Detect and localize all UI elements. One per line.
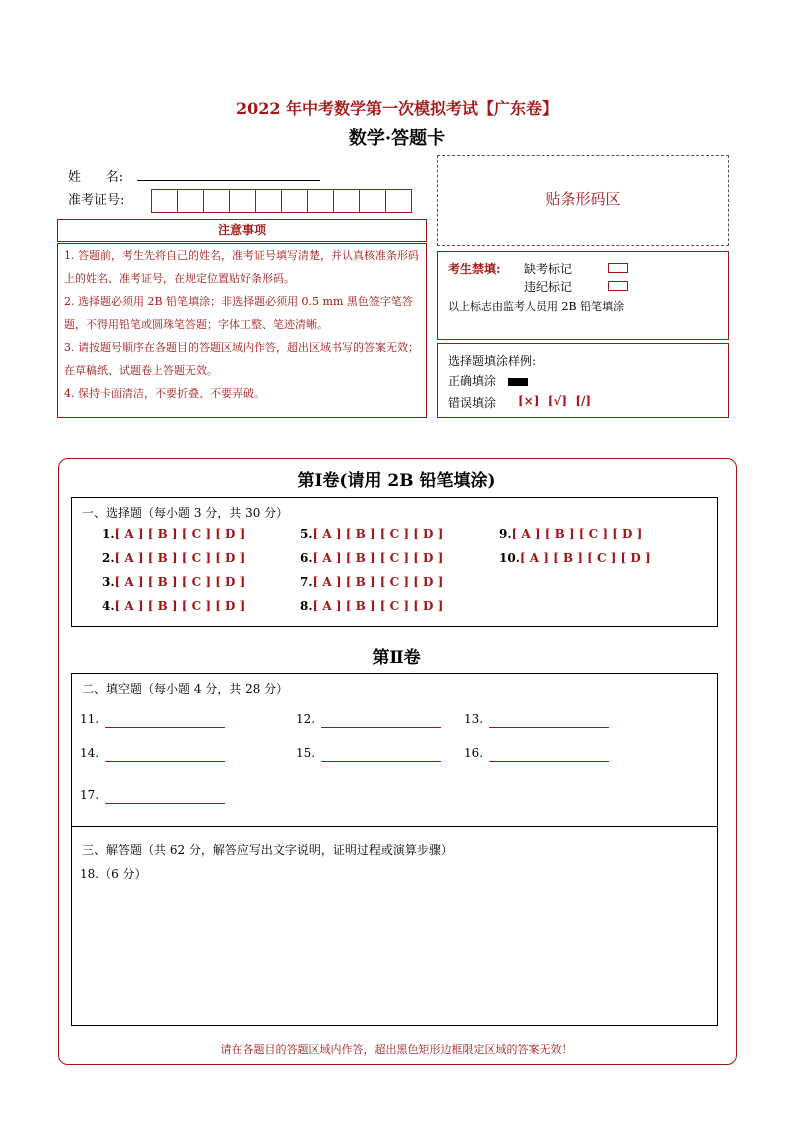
notice-item: 3. 请按题号顺序在各题目的答题区域内作答，超出区域书写的答案无效；在草稿纸、试题卷上答题无效。 [64,341,419,377]
exam-title: 2022 年中考数学第一次模拟考试【广东卷】 [235,99,559,118]
missing-label: 缺考标记 [524,262,573,276]
question-9[interactable]: 9.[ A ] [ B ] [ C ] [ D ] [499,527,643,541]
footer-note: 请在各题目的答题区域内作答，超出黑色矩形边框限定区域的答案无效！ [220,1043,573,1056]
fill-answer-14[interactable] [105,760,225,762]
exam-id-boxes[interactable] [151,189,412,213]
sample-box [437,343,729,418]
question-7[interactable]: 7.[ A ] [ B ] [ C ] [ D ] [300,575,444,589]
fill-label-12: 12. [296,712,316,726]
fill-answer-16[interactable] [489,760,609,762]
notice-item: 1. 答题前，考生先将自己的姓名，准考证号填写清楚，并认真核准条形码上的姓名、准考证号，在规定位置贴好条形码。 [64,249,419,285]
name-field[interactable] [137,179,320,181]
section1-title: 第Ⅰ卷(请用 2B 铅笔填涂) [297,471,496,491]
solve-heading: 三、解答题（共 62 分，解答应写出文字说明，证明过程或演算步骤） [82,843,453,857]
sample-wrong-label: 错误填涂 [448,396,497,410]
notice-item: 4. 保持卡面清洁，不要折叠、不要弄破。 [64,387,265,400]
correct-fill-mark [508,374,528,388]
violation-label: 违纪标记 [524,280,573,294]
exam-subtitle: 数学·答题卡 [348,128,446,149]
forbidden-box [437,251,729,340]
question-5[interactable]: 5.[ A ] [ B ] [ C ] [ D ] [300,527,444,541]
question-4[interactable]: 4.[ A ] [ B ] [ C ] [ D ] [102,599,246,613]
fill-label-16: 16. [464,746,484,760]
question-6[interactable]: 6.[ A ] [ B ] [ C ] [ D ] [300,551,444,565]
section2-title: 第Ⅱ卷 [372,648,421,668]
choice-heading: 一、选择题（每小题 3 分，共 30 分） [82,506,289,520]
fill-label-17: 17. [80,788,100,802]
fill-heading: 二、填空题（每小题 4 分，共 28 分） [82,682,289,696]
choice-section [71,497,718,627]
fill-section [71,673,718,827]
forbidden-note: 以上标志由监考人员用 2B 铅笔填涂 [448,300,625,313]
wrong-marks: [×] [√] [/] [518,394,592,408]
fill-answer-15[interactable] [321,760,441,762]
notice-item: 2. 选择题必须用 2B 铅笔填涂；非选择题必须用 0.5 mm 黑色签字笔答题，不得用铅笔或圆珠笔答题；字体工整、笔迹清晰。 [64,295,413,331]
barcode-label: 贴条形码区 [545,190,621,208]
forbidden-label: 考生禁填: [448,262,501,276]
exam-id-label: 准考证号: [68,193,125,208]
question-8[interactable]: 8.[ A ] [ B ] [ C ] [ D ] [300,599,444,613]
question-18-label: 18.（6 分） [80,867,147,881]
sample-title: 选择题填涂样例: [448,354,537,368]
fill-label-13: 13. [464,712,484,726]
fill-label-14: 14. [80,746,100,760]
fill-label-11: 11. [80,712,100,726]
solve-section[interactable] [71,825,718,1026]
fill-answer-12[interactable] [321,726,441,728]
question-2[interactable]: 2.[ A ] [ B ] [ C ] [ D ] [102,551,246,565]
name-label: 姓 名: [68,170,124,185]
notice-body [57,243,427,418]
missing-box[interactable] [608,260,628,274]
fill-answer-17[interactable] [105,802,225,804]
fill-label-15: 15. [296,746,316,760]
question-1[interactable]: 1.[ A ] [ B ] [ C ] [ D ] [102,527,246,541]
fill-answer-11[interactable] [105,726,225,728]
question-3[interactable]: 3.[ A ] [ B ] [ C ] [ D ] [102,575,246,589]
notice-heading: 注意事项 [57,219,427,242]
fill-answer-13[interactable] [489,726,609,728]
violation-box[interactable] [608,278,628,292]
barcode-area [437,155,729,246]
sample-correct-label: 正确填涂 [448,374,497,388]
question-10[interactable]: 10.[ A ] [ B ] [ C ] [ D ] [499,551,651,565]
